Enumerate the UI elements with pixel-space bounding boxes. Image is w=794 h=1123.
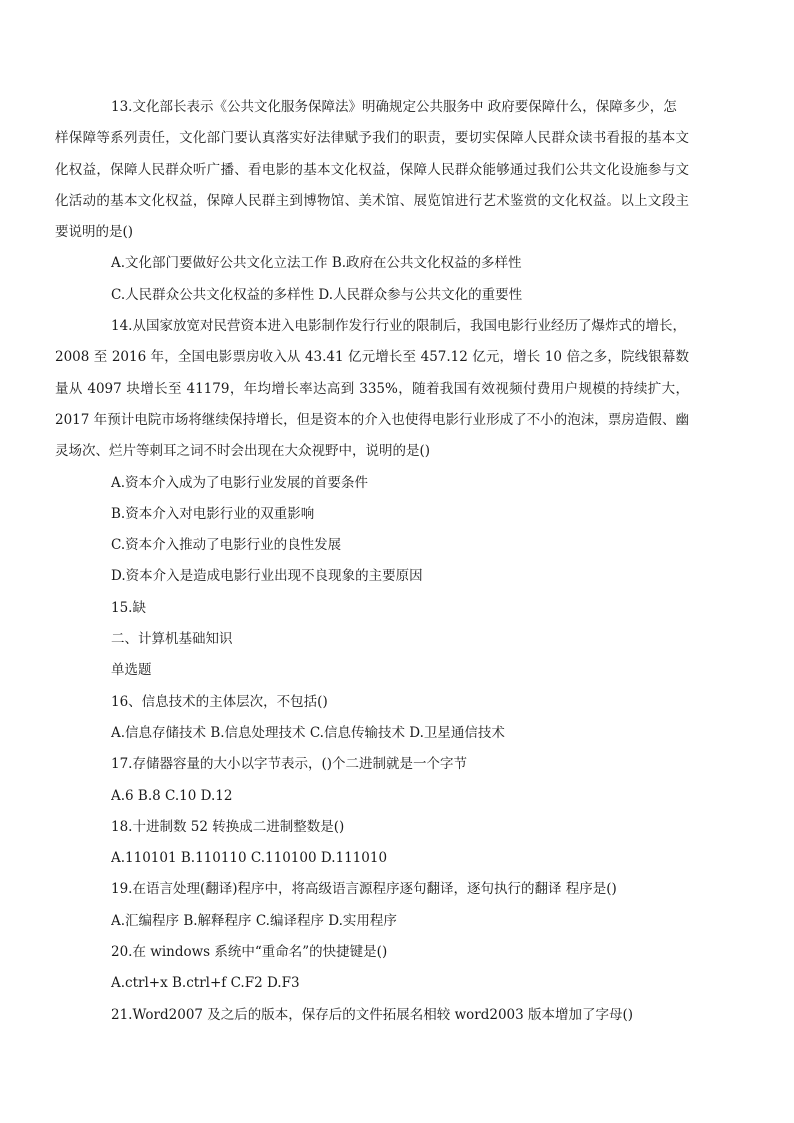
q19-stem: 19.在语言处理(翻译)程序中，将高级语言源程序逐句翻译，逐句执行的翻译 程序是() xyxy=(111,881,617,898)
q16-stem: 16、信息技术的主体层次，不包括() xyxy=(111,693,328,710)
q19-options: A.汇编程序 B.解释程序 C.编译程序 D.实用程序 xyxy=(111,912,397,929)
q14-stem-first-line: 14.从国家放宽对民营资本进入电影制作发行行业的限制后，我国电影行业经历了爆炸式的增长， xyxy=(111,318,686,335)
q20-options: A.ctrl+x B.ctrl+f C.F2 D.F3 xyxy=(111,975,300,992)
q16-options: A.信息存储技术 B.信息处理技术 C.信息传输技术 D.卫星通信技术 xyxy=(111,724,505,741)
q18-options: A.110101 B.110110 C.110100 D.111010 xyxy=(111,850,388,867)
q14-option-a: A.资本介入成为了电影行业发展的首要条件 xyxy=(111,474,369,491)
q18-stem: 18.十进制数 52 转换成二进制整数是() xyxy=(111,818,345,835)
q17-stem: 17.存储器容量的大小以字节表示，()个二进制就是一个字节 xyxy=(111,756,468,773)
q21-stem: 21.Word2007 及之后的版本，保存后的文件拓展名相较 word2003 版本增加了字母() xyxy=(111,1006,634,1023)
subsection-title: 单选题 xyxy=(111,662,152,679)
q13-stem-continuation: 样保障等系列责任，文化部门要认真落实好法律赋予我们的职责，要切实保障人民群众读书看报的基本文化权益，保障人民群众听广播、看电影的基本文化权益，保障人民群众能够通过我们公共文化设施参与文化活动的基本文化权益，保障人民群主到博物馆、美术馆、展览馆进行艺术鉴赏的文化权益。以上文段主要说明的是() xyxy=(55,130,689,241)
q17-options: A.6 B.8 C.10 D.12 xyxy=(111,787,233,804)
q15-stem: 15.缺 xyxy=(111,599,146,616)
q20-stem: 20.在 windows 系统中“重命名”的快捷键是() xyxy=(111,944,388,961)
q14-option-c: C.资本介入推动了电影行业的良性发展 xyxy=(111,537,342,554)
q13-options-line-2: C.人民群众公共文化权益的多样性 D.人民群众参与公共文化的重要性 xyxy=(111,286,523,303)
q13-options-line-1: A.文化部门要做好公共文化立法工作 B.政府在公共文化权益的多样性 xyxy=(111,255,522,272)
document-body xyxy=(55,92,689,1031)
q13-stem-first-line: 13.文化部长表示《公共文化服务保障法》明确规定公共服务中 政府要保障什么，保障多少，怎 xyxy=(111,99,677,115)
section-title: 二、计算机基础知识 xyxy=(111,631,233,648)
q14-option-d: D.资本介入是造成电影行业出现不良现象的主要原因 xyxy=(111,568,423,585)
q14-option-b: B.资本介入对电影行业的双重影响 xyxy=(111,505,315,522)
q14-stem-continuation: 2008 至 2016 年，全国电影票房收入从 43.41 亿元增长至 457.12 亿元，增长 10 倍之多，院线银幕数量从 4097 块增长至 41179，年均增长率达高到 335%，随着我国有效视频付费用户规模的持续扩大，2017 年预计电院市场将继续保持增长，但是资本的介入也使得电影行业形成了不小的泡沫，票房造假、幽灵场次、烂片等刺耳之词不时会出现在大众视野中，说明的是() xyxy=(55,349,689,460)
